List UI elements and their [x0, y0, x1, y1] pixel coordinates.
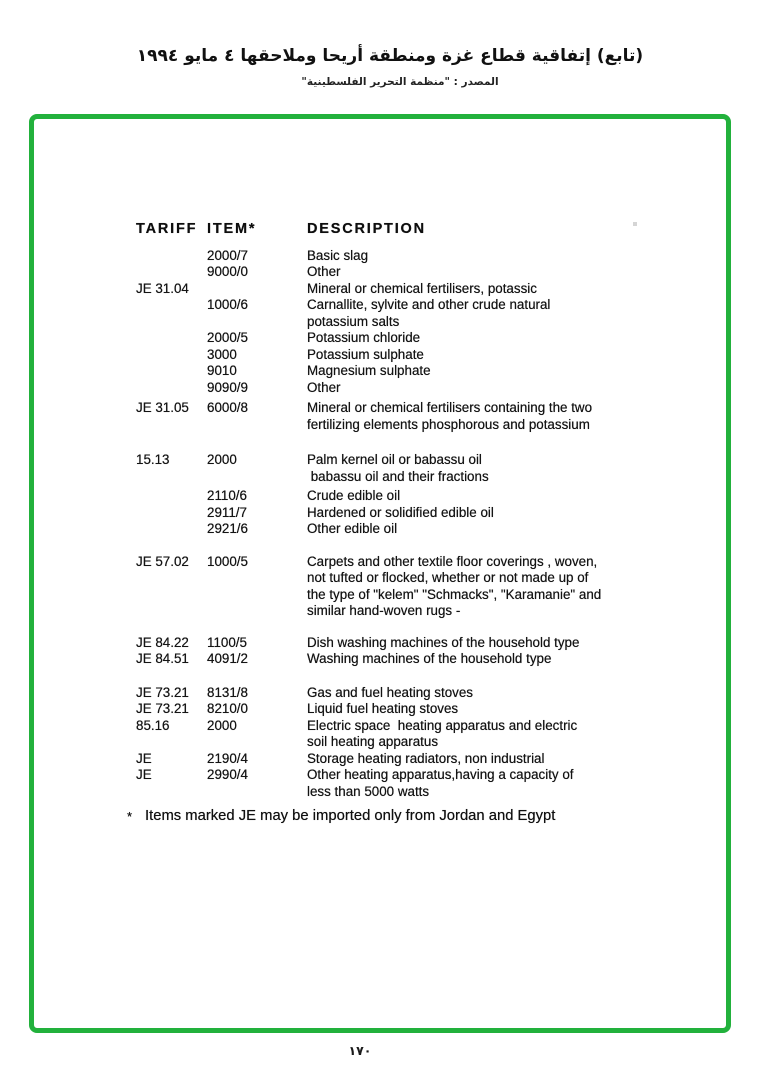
table-row — [136, 554, 641, 620]
description-line: Carnallite, sylvite and other crude natural — [307, 297, 551, 312]
table-row — [136, 452, 641, 485]
description-line: Dish washing machines of the household type — [307, 634, 580, 650]
tariff-cell: 15.13 — [136, 452, 170, 467]
description-cell — [307, 767, 641, 800]
table-header-row — [136, 221, 641, 238]
arabic-source-line: المصدر : "منظمة التحرير الفلسطينية" — [301, 76, 499, 88]
description-cell — [307, 330, 641, 347]
tariff-cell: JE — [136, 750, 152, 766]
description-cell — [307, 521, 641, 538]
description-line: soil heating apparatus — [307, 734, 439, 749]
item-cell: 4091/2 — [207, 651, 248, 666]
table-row — [136, 651, 641, 668]
description-line: Palm kernel oil or babassu oil — [307, 452, 482, 467]
page-number: ١٧٠ — [348, 1043, 372, 1058]
table-row — [136, 347, 641, 364]
item-cell: 1000/5 — [207, 553, 248, 569]
table-row — [136, 718, 641, 751]
arabic-title: (تابع) إتفاقية قطاع غزة ومنطقة أريحا وملاحقها ٤ مايو ١٩٩٤ — [136, 46, 644, 66]
description-cell — [307, 554, 641, 620]
description-line: Other — [307, 379, 341, 395]
description-cell — [307, 281, 641, 298]
item-cell: 6000/8 — [207, 400, 248, 415]
description-cell — [307, 685, 641, 702]
description-cell — [307, 297, 641, 330]
description-cell — [307, 363, 641, 380]
description-cell — [307, 651, 641, 668]
description-line: Washing machines of the household type — [307, 651, 552, 666]
tariff-cell: JE 73.21 — [136, 684, 189, 700]
description-line: fertilizing elements phosphorous and potassium — [307, 416, 590, 432]
item-cell: 9090/9 — [207, 379, 248, 395]
tariff-cell: JE 31.05 — [136, 400, 189, 415]
table-row — [136, 400, 641, 433]
description-line: Potassium chloride — [307, 330, 421, 345]
description-cell — [307, 718, 641, 751]
item-cell: 8210/0 — [207, 701, 248, 716]
footnote — [127, 807, 641, 826]
item-cell: 2990/4 — [207, 767, 248, 782]
column-header-tariff: TARIFF — [136, 221, 198, 237]
description-line: Basic slag — [307, 247, 369, 263]
description-line: Gas and fuel heating stoves — [307, 684, 474, 700]
table-row — [136, 264, 641, 281]
item-cell: 2000/5 — [207, 330, 248, 345]
item-cell: 8131/8 — [207, 684, 248, 700]
table-row — [136, 751, 641, 768]
table-row — [136, 701, 641, 718]
item-cell: 2000 — [207, 452, 237, 467]
footnote-asterisk: * — [127, 809, 133, 824]
table-row — [136, 248, 641, 265]
table-row — [136, 297, 641, 330]
item-cell: 1100/5 — [207, 634, 247, 650]
item-cell: 2000/7 — [207, 247, 248, 263]
description-line: Magnesium sulphate — [307, 363, 431, 378]
description-line: Electric space heating apparatus and electric — [307, 717, 578, 733]
description-line: similar hand-woven rugs - — [307, 603, 461, 618]
item-cell: 3000 — [207, 346, 237, 362]
description-line: Other — [307, 264, 341, 279]
description-cell — [307, 380, 641, 397]
tariff-cell: JE — [136, 767, 152, 782]
table-row — [136, 635, 641, 652]
table-row — [136, 488, 641, 505]
tariff-table — [127, 221, 641, 826]
description-line: the type of "kelem" "Schmacks", "Karamanie" and — [307, 586, 602, 602]
description-line: babassu oil and their fractions — [307, 468, 489, 484]
item-cell: 2110/6 — [207, 488, 247, 503]
tariff-cell: JE 84.22 — [136, 634, 189, 650]
item-cell: 2921/6 — [207, 521, 248, 536]
column-header-item: ITEM* — [207, 221, 257, 237]
description-cell — [307, 488, 641, 505]
table-row — [136, 363, 641, 380]
description-line: Liquid fuel heating stoves — [307, 701, 459, 716]
description-line: Other edible oil — [307, 521, 398, 536]
description-line: Hardened or solidified edible oil — [307, 504, 494, 520]
description-line: Other heating apparatus,having a capacity of — [307, 767, 574, 782]
table-row — [136, 521, 641, 538]
description-cell — [307, 751, 641, 768]
description-cell — [307, 248, 641, 265]
tariff-cell: 85.16 — [136, 717, 170, 733]
tariff-cell: JE 73.21 — [136, 701, 189, 716]
item-cell: 9010 — [207, 363, 237, 378]
description-cell — [307, 701, 641, 718]
table-row — [136, 281, 641, 298]
description-cell — [307, 452, 641, 485]
description-line: Potassium sulphate — [307, 346, 424, 362]
tariff-cell: JE 84.51 — [136, 651, 189, 666]
footnote-text: Items marked JE may be imported only from Jordan and Egypt — [145, 808, 556, 824]
tariff-cell: JE 57.02 — [136, 553, 189, 569]
description-cell — [307, 505, 641, 522]
description-line: potassium salts — [307, 313, 400, 329]
description-cell — [307, 400, 641, 433]
description-cell — [307, 635, 641, 652]
description-line: Storage heating radiators, non industrial — [307, 750, 545, 766]
description-line: not tufted or flocked, whether or not made up of — [307, 570, 589, 585]
table-row — [136, 380, 641, 397]
item-cell: 2911/7 — [207, 504, 247, 520]
description-line: Mineral or chemical fertilisers, potassic — [307, 280, 537, 296]
description-cell — [307, 347, 641, 364]
table-row — [136, 685, 641, 702]
description-line: Mineral or chemical fertilisers containing the two — [307, 400, 593, 415]
tariff-cell: JE 31.04 — [136, 280, 189, 296]
description-line: Carpets and other textile floor coverings , woven, — [307, 553, 598, 569]
table-row — [136, 767, 641, 800]
description-line: less than 5000 watts — [307, 783, 430, 799]
table-row — [136, 505, 641, 522]
description-line: Crude edible oil — [307, 488, 401, 503]
table-row — [136, 330, 641, 347]
item-cell: 9000/0 — [207, 264, 248, 279]
item-cell: 2190/4 — [207, 750, 248, 766]
column-header-description: DESCRIPTION — [307, 221, 426, 237]
item-cell: 2000 — [207, 717, 237, 733]
item-cell: 1000/6 — [207, 297, 248, 312]
description-cell — [307, 264, 641, 281]
